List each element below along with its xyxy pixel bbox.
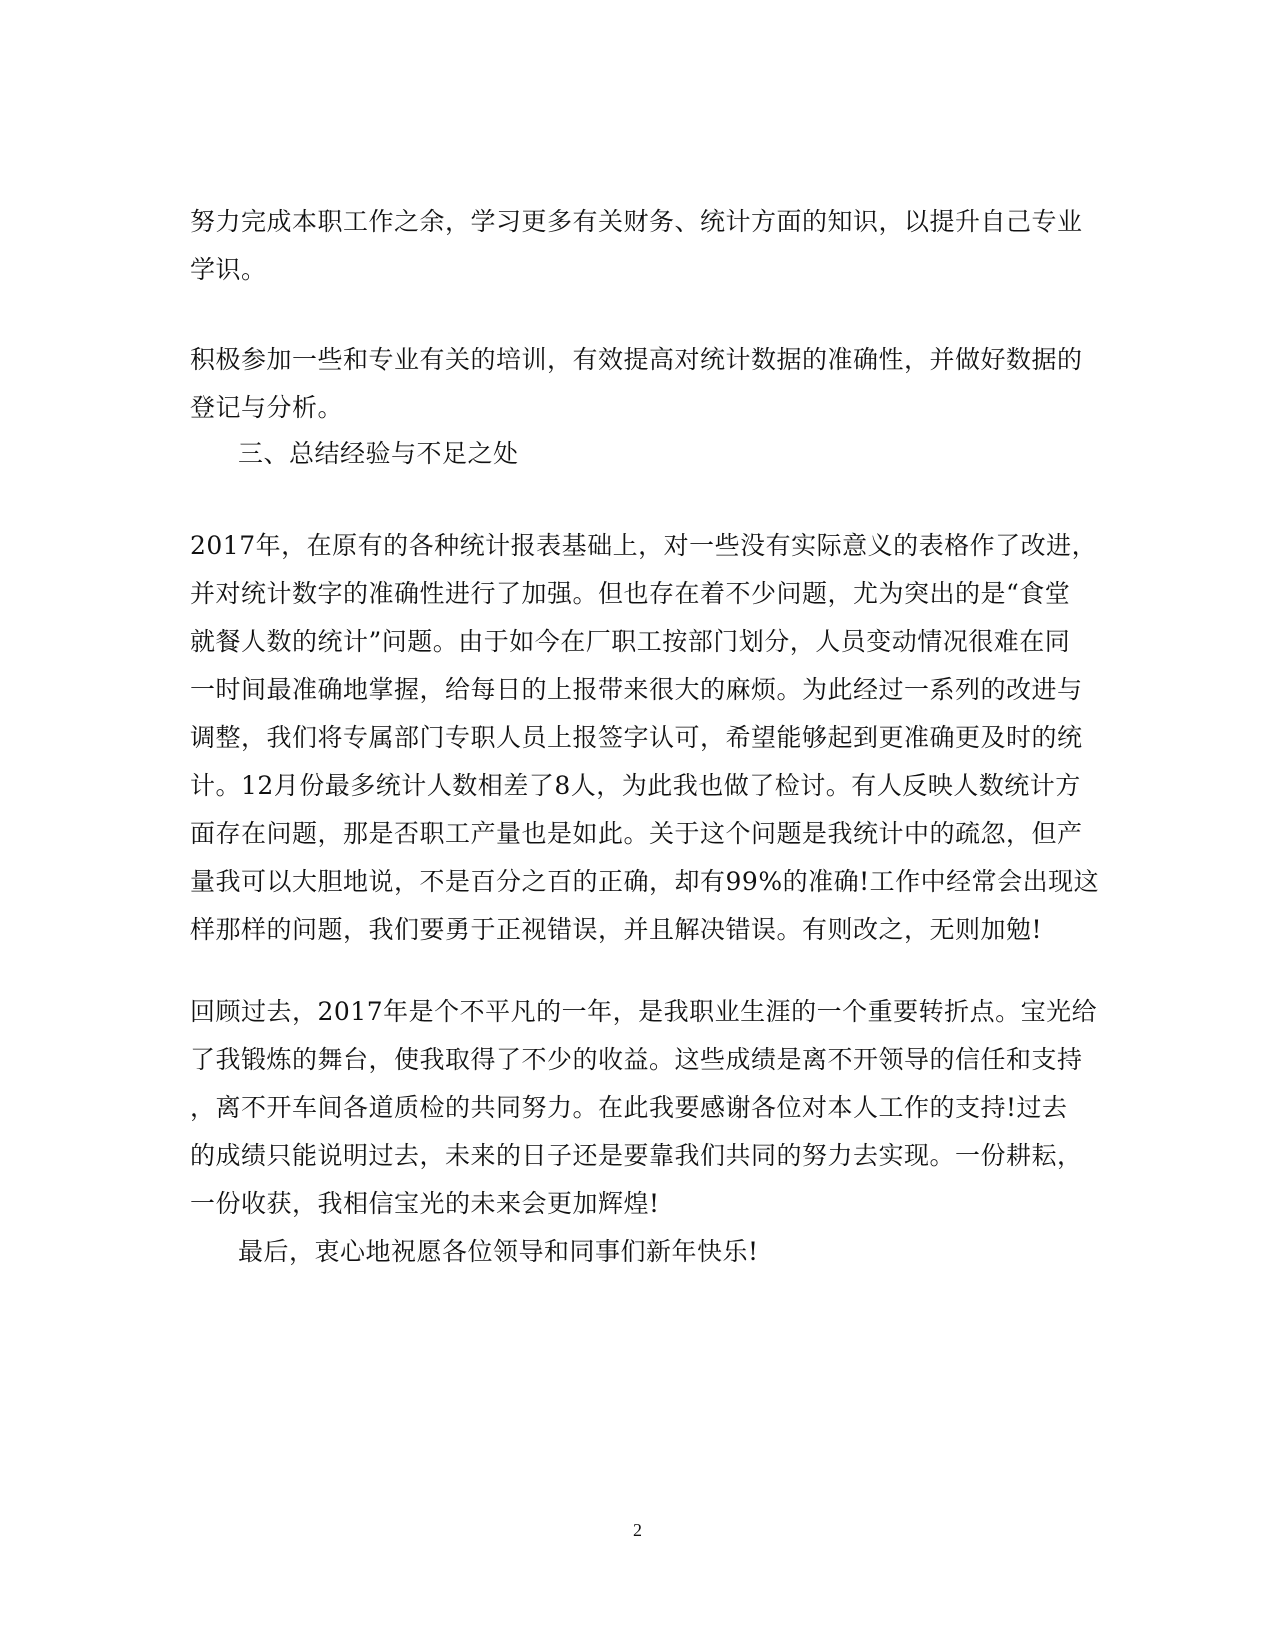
text-line: 一份收获，我相信宝光的未来会更加辉煌!	[190, 1189, 660, 1218]
text-line: 积极参加一些和专业有关的培训，有效提高对统计数据的准确性，并做好数据的	[190, 345, 1083, 374]
text-line: 努力完成本职工作之余，学习更多有关财务、统计方面的知识，以提升自己专业	[190, 207, 1083, 236]
text-line: 量我可以大胆地说，不是百分之百的正确，却有99%的准确!工作中经常会出现这	[190, 867, 1100, 896]
paragraph-review	[190, 988, 1098, 1228]
text-line: 登记与分析。	[190, 393, 344, 422]
text-line: 一时间最准确地掌握，给每日的上报带来很大的麻烦。为此经过一系列的改进与	[190, 675, 1083, 704]
text-line: 样那样的问题，我们要勇于正视错误，并且解决错误。有则改之，无则加勉!	[190, 915, 1043, 944]
text-line: 2017年，在原有的各种统计报表基础上，对一些没有实际意义的表格作了改进，	[190, 531, 1098, 560]
text-line: 了我锻炼的舞台，使我取得了不少的收益。这些成绩是离不开领导的信任和支持	[190, 1045, 1083, 1074]
paragraph-study	[190, 198, 1083, 294]
text-line: 的成绩只能说明过去，未来的日子还是要靠我们共同的努力去实现。一份耕耘，	[190, 1141, 1083, 1170]
paragraph-summary	[190, 522, 1100, 954]
section-heading-3	[190, 430, 1066, 478]
text-line: 计。12月份最多统计人数相差了8人，为此我也做了检讨。有人反映人数统计方	[190, 771, 1081, 800]
section-heading-text: 三、总结经验与不足之处	[238, 439, 519, 468]
text-line: ，离不开车间各道质检的共同努力。在此我要感谢各位对本人工作的支持!过去	[190, 1093, 1068, 1122]
text-line: 学识。	[190, 255, 267, 284]
closing-text: 最后，衷心地祝愿各位领导和同事们新年快乐!	[238, 1237, 759, 1266]
page-number: 2	[633, 1520, 642, 1540]
text-line: 面存在问题，那是否职工产量也是如此。关于这个问题是我统计中的疏忽，但产	[190, 819, 1083, 848]
paragraph-training	[190, 336, 1083, 432]
text-line: 调整，我们将专属部门专职人员上报签字认可，希望能够起到更准确更及时的统	[190, 723, 1083, 752]
text-line: 就餐人数的统计”问题。由于如今在厂职工按部门划分，人员变动情况很难在同	[190, 627, 1071, 656]
text-line: 回顾过去，2017年是个不平凡的一年，是我职业生涯的一个重要转折点。宝光给	[190, 997, 1098, 1026]
text-line: 并对统计数字的准确性进行了加强。但也存在着不少问题，尤为突出的是“食堂	[190, 579, 1071, 608]
closing-line	[190, 1228, 1066, 1276]
